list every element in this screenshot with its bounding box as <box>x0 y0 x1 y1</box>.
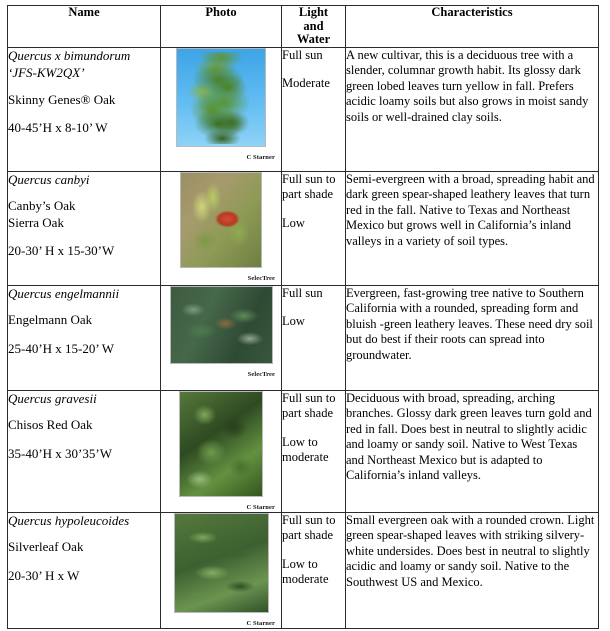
photo-credit: C Starner <box>246 503 275 511</box>
photo-credit: SelecTree <box>247 274 275 282</box>
tree-photo-image <box>170 286 273 364</box>
photo-credit: C Starner <box>246 153 275 161</box>
tree-photo-image <box>176 48 266 147</box>
photo-cell <box>161 512 282 628</box>
size-dimensions: 20-30’ H x W <box>8 567 80 583</box>
photo-cell <box>161 171 282 285</box>
common-name: Skinny Genes® Oak <box>8 91 116 107</box>
photo-wrapper <box>174 513 269 613</box>
photo-wrapper <box>179 391 263 497</box>
characteristics-cell: Semi-evergreen with a broad, spreading habit and dark green spear-shaped leathery leaves that turn red in the fall. Native to Texas and Northeast Mexico but grows well in California’s inland valleys in a variety of soil types. <box>346 171 599 285</box>
table-row <box>8 171 599 285</box>
column-header-characteristics: Characteristics <box>346 6 599 48</box>
light-requirement: Full sun to part shade <box>282 512 336 542</box>
tree-photo-image <box>174 513 269 613</box>
photo-cell <box>161 285 282 390</box>
water-requirement: Low <box>282 215 305 230</box>
table-row <box>8 47 599 171</box>
scientific-name: Quercus hypoleucoides <box>8 512 130 528</box>
name-cell <box>8 285 161 390</box>
characteristics-cell: A new cultivar, this is a deciduous tree with a slender, columnar growth habit. Its glossy dark green lobed leaves turn yellow in fall. Prefers acidic loamy soils but also grows in moist sandy soils or well-drained clay soils. <box>346 47 599 171</box>
size-dimensions: 20-30’ H x 15-30’W <box>8 243 115 258</box>
photo-cell <box>161 47 282 171</box>
light-requirement: Full sun to part shade <box>282 390 336 420</box>
photo-wrapper <box>180 172 262 268</box>
light-water-cell <box>282 390 346 512</box>
name-cell <box>8 512 161 628</box>
table-body <box>8 47 599 628</box>
light-water-cell <box>282 512 346 628</box>
light-requirement: Full sun <box>282 47 323 62</box>
table-row <box>8 285 599 390</box>
photo-cell <box>161 390 282 512</box>
oak-species-table <box>7 5 599 629</box>
common-name: Engelmann Oak <box>8 312 93 327</box>
scientific-name: Quercus canbyi <box>8 171 90 187</box>
water-requirement: Low <box>282 314 305 328</box>
column-header-light-line2: and <box>303 18 324 33</box>
scientific-name: Quercus x bimundorum <box>8 47 131 63</box>
photo-credit: SelecTree <box>247 370 275 378</box>
common-name: Canby’s Oak <box>8 198 76 213</box>
column-header-light-line3: Water <box>296 32 331 46</box>
column-header-photo: Photo <box>161 6 282 48</box>
column-header-light-and-water <box>282 6 346 48</box>
column-header-light-line1: Light <box>298 5 329 19</box>
photo-credit: C Starner <box>246 619 275 627</box>
scientific-name: Quercus gravesii <box>8 390 97 406</box>
table-row <box>8 390 599 512</box>
size-dimensions: 40-45’H x 8-10’ W <box>8 120 108 135</box>
table-row <box>8 512 599 628</box>
name-cell <box>8 47 161 171</box>
characteristics-cell: Evergreen, fast-growing tree native to Southern California with a rounded, spreading form and bluish -green leathery leaves. These need dry soil but do best if their roots can spread into groundwater. <box>346 285 599 390</box>
light-water-cell <box>282 47 346 171</box>
table-header <box>8 6 599 48</box>
tree-photo-image <box>180 172 262 268</box>
common-name: Silverleaf Oak <box>8 539 84 554</box>
table-header-row <box>8 6 599 48</box>
light-requirement: Full sun to part shade <box>282 171 336 201</box>
light-water-cell <box>282 285 346 390</box>
photo-wrapper <box>176 48 266 147</box>
common-name: Chisos Red Oak <box>8 417 93 432</box>
water-requirement: Moderate <box>282 76 330 90</box>
name-cell <box>8 171 161 285</box>
water-requirement: Low to moderate <box>282 434 329 464</box>
size-dimensions: 25-40’H x 15-20’ W <box>8 340 115 356</box>
name-cell <box>8 390 161 512</box>
tree-photo-image <box>179 391 263 497</box>
photo-wrapper <box>170 286 273 364</box>
characteristics-cell: Small evergreen oak with a rounded crown. Light green spear-shaped leaves with striking silvery-white undersides. Does best in neutral to slightly acidic and loamy or sandy soil. Native to the Southwest US and Mexico. <box>346 512 599 628</box>
water-requirement: Low to moderate <box>282 556 329 586</box>
scientific-name: Quercus engelmannii <box>8 285 120 301</box>
light-water-cell <box>282 171 346 285</box>
characteristics-cell: Deciduous with broad, spreading, arching branches. Glossy dark green leaves turn gold and red in fall. Does best in neutral to slightly acidic and loamy or sandy soil. Native to West Texas and Northeast Mexico but is adapted to California’s inland valleys. <box>346 390 599 512</box>
column-header-name: Name <box>8 6 161 48</box>
cultivar-name: ‘JFS-KW2QX’ <box>8 65 85 80</box>
common-name-alt: Sierra Oak <box>8 214 64 230</box>
size-dimensions: 35-40’H x 30’35’W <box>8 445 112 461</box>
light-requirement: Full sun <box>282 285 323 300</box>
